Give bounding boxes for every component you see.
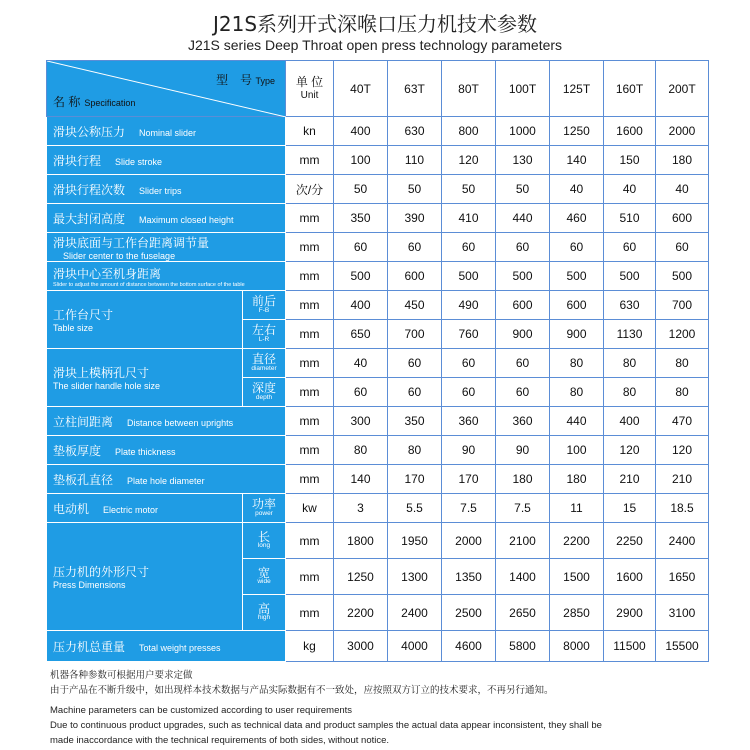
spec-row	[47, 436, 709, 465]
value-cell: 460	[550, 204, 604, 233]
spec-name-zh: 滑块上模柄孔尺寸	[53, 366, 150, 380]
sub-name-zh: 宽	[257, 565, 270, 580]
value-cell: 700	[656, 291, 709, 320]
value-cell: 120	[442, 146, 496, 175]
spec-row	[47, 631, 709, 662]
spec-row	[47, 175, 709, 204]
spec-row	[47, 349, 709, 378]
value-cell: 4600	[442, 631, 496, 662]
unit-cell: mm	[286, 291, 334, 320]
unit-cell: mm	[286, 378, 334, 407]
value-cell: 360	[442, 407, 496, 436]
value-cell: 1950	[388, 523, 442, 559]
value-cell: 600	[656, 204, 709, 233]
value-cell: 800	[442, 117, 496, 146]
value-cell: 8000	[550, 631, 604, 662]
spec-row	[47, 117, 709, 146]
value-cell: 90	[496, 436, 550, 465]
page-title-zh: J21S系列开式深喉口压力机技术参数	[212, 12, 538, 36]
sub-name-zh: 前后	[251, 294, 276, 309]
value-cell: 50	[442, 175, 496, 204]
value-cell: 510	[604, 204, 656, 233]
value-cell: 400	[334, 117, 388, 146]
value-cell: 170	[388, 465, 442, 494]
spec-name-en: Nominal slider	[139, 127, 197, 138]
value-cell: 80	[334, 436, 388, 465]
spec-name-cell	[47, 494, 243, 523]
spec-name-en: Distance between uprights	[127, 417, 234, 428]
value-cell: 15	[604, 494, 656, 523]
value-cell: 2900	[604, 595, 656, 631]
value-cell: 50	[496, 175, 550, 204]
sub-name-zh: 左右	[251, 323, 276, 338]
value-cell: 1650	[656, 559, 709, 595]
value-cell: 630	[604, 291, 656, 320]
value-cell: 60	[334, 233, 388, 262]
spec-name-zh: 垫板厚度	[53, 443, 102, 458]
spec-sub-cell	[243, 494, 286, 523]
note-en-1: Machine parameters can be customized according to user requirements	[50, 705, 353, 716]
spec-name-en: Slide stroke	[115, 156, 163, 167]
value-cell: 180	[550, 465, 604, 494]
unit-cell: 次/分	[286, 175, 334, 204]
value-cell: 500	[604, 262, 656, 291]
spec-name-cell	[47, 631, 286, 662]
value-cell: 1500	[550, 559, 604, 595]
value-cell: 360	[496, 407, 550, 436]
spec-row	[47, 465, 709, 494]
value-cell: 2200	[334, 595, 388, 631]
value-cell: 500	[550, 262, 604, 291]
value-cell: 350	[388, 407, 442, 436]
value-cell: 210	[656, 465, 709, 494]
unit-cell: kw	[286, 494, 334, 523]
spec-name-en: The slider handle hole size	[53, 381, 161, 391]
spec-name-cell	[47, 117, 286, 146]
value-cell: 600	[496, 291, 550, 320]
value-cell: 1600	[604, 559, 656, 595]
value-cell: 80	[388, 436, 442, 465]
value-cell: 900	[496, 320, 550, 349]
note-zh-1: 机器各种参数可根据用户要求定做	[50, 670, 193, 681]
sub-name-en: depth	[255, 393, 273, 401]
spec-name-cell	[47, 146, 286, 175]
spec-row	[47, 407, 709, 436]
value-cell: 18.5	[656, 494, 709, 523]
value-cell: 2100	[496, 523, 550, 559]
spec-group-name-cell	[47, 523, 243, 631]
value-cell: 500	[496, 262, 550, 291]
spec-row	[47, 291, 709, 320]
value-cell: 2000	[656, 117, 709, 146]
spec-name-zh: 滑块中心至机身距离	[53, 266, 162, 281]
spec-name-en: Slider trips	[139, 185, 182, 196]
spec-name-cell	[47, 436, 286, 465]
value-cell: 120	[604, 436, 656, 465]
spec-name-cell	[47, 175, 286, 204]
value-cell: 100	[550, 436, 604, 465]
value-cell: 11500	[604, 631, 656, 662]
spec-name-zh: 滑块行程	[53, 153, 102, 168]
unit-cell: mm	[286, 320, 334, 349]
spec-name-en: Press Dimensions	[53, 580, 126, 590]
page-title-en: J21S series Deep Throat open press technology parameters	[187, 37, 563, 53]
value-cell: 600	[550, 291, 604, 320]
spec-group-name-cell	[47, 291, 243, 349]
value-cell: 440	[550, 407, 604, 436]
value-cell: 15500	[656, 631, 709, 662]
value-cell: 60	[442, 378, 496, 407]
value-cell: 440	[496, 204, 550, 233]
value-cell: 100	[334, 146, 388, 175]
spec-name-cell	[47, 465, 286, 494]
value-cell: 630	[388, 117, 442, 146]
value-cell: 170	[442, 465, 496, 494]
spec-name-zh: 压力机的外形尺寸	[53, 565, 150, 579]
value-cell: 60	[388, 378, 442, 407]
header-model: 125T	[550, 61, 604, 117]
value-cell: 2400	[388, 595, 442, 631]
value-cell: 140	[334, 465, 388, 494]
value-cell: 500	[656, 262, 709, 291]
value-cell: 1600	[604, 117, 656, 146]
value-cell: 300	[334, 407, 388, 436]
value-cell: 130	[496, 146, 550, 175]
value-cell: 2000	[442, 523, 496, 559]
value-cell: 1130	[604, 320, 656, 349]
unit-cell: mm	[286, 262, 334, 291]
header-corner-cell	[47, 61, 286, 117]
value-cell: 80	[604, 349, 656, 378]
value-cell: 40	[550, 175, 604, 204]
unit-cell: kn	[286, 117, 334, 146]
value-cell: 60	[656, 233, 709, 262]
value-cell: 5.5	[388, 494, 442, 523]
spec-sub-cell	[243, 595, 286, 631]
value-cell: 3100	[656, 595, 709, 631]
value-cell: 210	[604, 465, 656, 494]
value-cell: 2200	[550, 523, 604, 559]
value-cell: 50	[334, 175, 388, 204]
value-cell: 60	[442, 233, 496, 262]
sub-name-zh: 深度	[251, 381, 276, 396]
sub-name-zh: 功率	[251, 497, 276, 512]
value-cell: 760	[442, 320, 496, 349]
value-cell: 60	[604, 233, 656, 262]
value-cell: 90	[442, 436, 496, 465]
value-cell: 180	[496, 465, 550, 494]
value-cell: 7.5	[496, 494, 550, 523]
value-cell: 1800	[334, 523, 388, 559]
spec-name-en: Maximum closed height	[139, 214, 234, 225]
value-cell: 180	[656, 146, 709, 175]
value-cell: 7.5	[442, 494, 496, 523]
value-cell: 1200	[656, 320, 709, 349]
unit-cell: mm	[286, 436, 334, 465]
value-cell: 410	[442, 204, 496, 233]
value-cell: 4000	[388, 631, 442, 662]
spec-name-cell	[47, 407, 286, 436]
value-cell: 500	[334, 262, 388, 291]
spec-name-zh: 垫板孔直径	[53, 472, 114, 487]
value-cell: 3	[334, 494, 388, 523]
value-cell: 900	[550, 320, 604, 349]
value-cell: 150	[604, 146, 656, 175]
unit-cell: mm	[286, 595, 334, 631]
value-cell: 120	[656, 436, 709, 465]
value-cell: 80	[550, 349, 604, 378]
value-cell: 350	[334, 204, 388, 233]
sub-name-zh: 直径	[251, 352, 276, 367]
sub-name-en: L-R	[258, 335, 270, 343]
spec-row	[47, 523, 709, 559]
value-cell: 400	[604, 407, 656, 436]
value-cell: 1300	[388, 559, 442, 595]
header-unit-cell: 单 位 Unit	[286, 61, 334, 117]
spec-sub-cell	[243, 320, 286, 349]
spec-name-zh: 滑块行程次数	[53, 182, 126, 197]
value-cell: 60	[334, 378, 388, 407]
header-model: 160T	[604, 61, 656, 117]
value-cell: 600	[388, 262, 442, 291]
spec-name-en: Electric motor	[103, 504, 159, 515]
value-cell: 60	[388, 233, 442, 262]
unit-cell: mm	[286, 349, 334, 378]
spec-name-en: Total weight presses	[139, 642, 221, 653]
spec-sub-cell	[243, 349, 286, 378]
spec-name-en: Slider center to the fuselage	[63, 250, 176, 261]
header-model: 80T	[442, 61, 496, 117]
value-cell: 1350	[442, 559, 496, 595]
value-cell: 80	[656, 378, 709, 407]
value-cell: 1250	[334, 559, 388, 595]
spec-group-name-cell	[47, 349, 243, 407]
spec-name-zh: 滑块底面与工作台距离调节量	[53, 235, 210, 250]
value-cell: 11	[550, 494, 604, 523]
spec-name-zh: 最大封闭高度	[53, 211, 126, 226]
value-cell: 80	[604, 378, 656, 407]
value-cell: 60	[496, 349, 550, 378]
spec-name-en: Plate hole diameter	[127, 475, 205, 486]
unit-cell: mm	[286, 407, 334, 436]
value-cell: 110	[388, 146, 442, 175]
value-cell: 2400	[656, 523, 709, 559]
value-cell: 1400	[496, 559, 550, 595]
value-cell: 40	[334, 349, 388, 378]
spec-table	[46, 60, 709, 662]
value-cell: 390	[388, 204, 442, 233]
spec-name-cell	[47, 204, 286, 233]
value-cell: 500	[442, 262, 496, 291]
spec-name-zh: 压力机总重量	[53, 639, 126, 654]
spec-sub-cell	[243, 378, 286, 407]
spec-sub-cell	[243, 559, 286, 595]
sub-name-zh: 高	[257, 601, 270, 616]
spec-name-cell	[47, 233, 286, 262]
value-cell: 470	[656, 407, 709, 436]
sub-name-en: F-B	[258, 306, 270, 314]
sub-name-en: power	[255, 509, 273, 517]
spec-name-en: Plate thickness	[115, 446, 176, 457]
unit-cell: mm	[286, 465, 334, 494]
header-model: 63T	[388, 61, 442, 117]
spec-row	[47, 262, 709, 291]
value-cell: 700	[388, 320, 442, 349]
spec-name-en: Table size	[53, 323, 94, 333]
spec-row	[47, 204, 709, 233]
spec-row	[47, 146, 709, 175]
header-spec-label: 名 称 Specification	[53, 95, 136, 109]
value-cell: 3000	[334, 631, 388, 662]
sub-name-zh: 长	[257, 529, 270, 544]
header-model: 200T	[656, 61, 709, 117]
value-cell: 650	[334, 320, 388, 349]
unit-cell: mm	[286, 204, 334, 233]
header-model: 100T	[496, 61, 550, 117]
value-cell: 80	[550, 378, 604, 407]
sub-name-en: high	[257, 614, 271, 622]
value-cell: 5800	[496, 631, 550, 662]
spec-name-zh: 电动机	[53, 501, 90, 516]
spec-sub-cell	[243, 523, 286, 559]
value-cell: 60	[442, 349, 496, 378]
sub-name-en: long	[257, 542, 271, 550]
value-cell: 2250	[604, 523, 656, 559]
note-en-2: Due to continuous product upgrades, such as technical data and product samples the actual data appear inconsistent, they shall be	[50, 720, 602, 731]
spec-sub-cell	[243, 291, 286, 320]
unit-cell: mm	[286, 523, 334, 559]
value-cell: 140	[550, 146, 604, 175]
unit-cell: mm	[286, 146, 334, 175]
value-cell: 490	[442, 291, 496, 320]
value-cell: 400	[334, 291, 388, 320]
value-cell: 60	[496, 233, 550, 262]
spec-row	[47, 494, 709, 523]
note-en-3: made inaccordance with the technical requirements of both sides, without notice.	[50, 735, 390, 746]
unit-cell: mm	[286, 233, 334, 262]
unit-cell: kg	[286, 631, 334, 662]
spec-name-zh: 工作台尺寸	[53, 308, 114, 322]
value-cell: 40	[656, 175, 709, 204]
note-zh-2: 由于产品在不断升级中，如出现样本技术数据与产品实际数据有不一致处，应按照双方订立的技术要求，不再另行通知。	[50, 685, 554, 696]
value-cell: 80	[656, 349, 709, 378]
header-type-label: 型 号 Type	[216, 73, 275, 87]
header-model: 40T	[334, 61, 388, 117]
value-cell: 2650	[496, 595, 550, 631]
sub-name-en: diameter	[251, 364, 277, 372]
value-cell: 2850	[550, 595, 604, 631]
unit-cell: mm	[286, 559, 334, 595]
spec-name-zh: 立柱间距离	[53, 414, 114, 429]
value-cell: 1000	[496, 117, 550, 146]
sub-name-en: wide	[257, 578, 271, 586]
value-cell: 60	[496, 378, 550, 407]
value-cell: 60	[388, 349, 442, 378]
spec-name-en: Slider to adjust the amount of distance between the bottom surface of the table	[53, 281, 245, 288]
value-cell: 1250	[550, 117, 604, 146]
spec-name-cell	[47, 262, 286, 291]
value-cell: 50	[388, 175, 442, 204]
value-cell: 450	[388, 291, 442, 320]
value-cell: 40	[604, 175, 656, 204]
spec-row	[47, 233, 709, 262]
value-cell: 2500	[442, 595, 496, 631]
spec-name-zh: 滑块公称压力	[53, 124, 126, 139]
value-cell: 60	[550, 233, 604, 262]
footnotes	[50, 668, 740, 748]
